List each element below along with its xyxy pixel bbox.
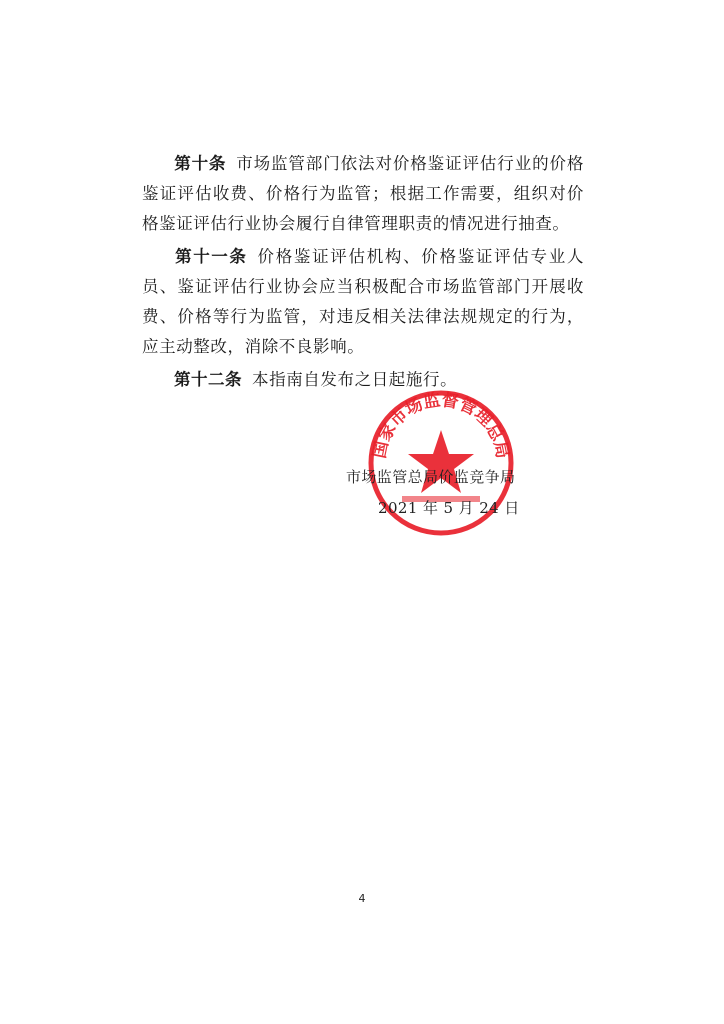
article-heading: 第十条 xyxy=(174,154,227,173)
signature-date: 2021 年 5 月 24 日 xyxy=(378,499,520,517)
article-12 xyxy=(142,365,584,395)
article-body: 市场监管部门依法对价格鉴证评估行业的价格鉴证评估收费、价格行为监管；根据工作需要，组织对价格鉴证评估行业协会履行自律管理职责的情况进行抽查。 xyxy=(142,154,585,233)
article-10 xyxy=(142,149,584,239)
seal-text-path: 国家市场监督管理总局 xyxy=(369,390,513,461)
article-body: 价格鉴证评估机构、价格鉴证评估专业人员、鉴证评估行业协会应当积极配合市场监管部门开展收费、价格等行为监管，对违反相关法律法规规定的行为，应主动整改，消除不良影响。 xyxy=(142,247,584,356)
signature-organization: 市场监管总局价监竞争局 xyxy=(346,468,516,486)
article-heading: 第十二条 xyxy=(174,370,242,389)
page-number: 4 xyxy=(358,892,366,905)
article-body: 本指南自发布之日起施行。 xyxy=(252,370,458,389)
article-heading: 第十一条 xyxy=(174,247,248,266)
article-11 xyxy=(142,242,584,362)
